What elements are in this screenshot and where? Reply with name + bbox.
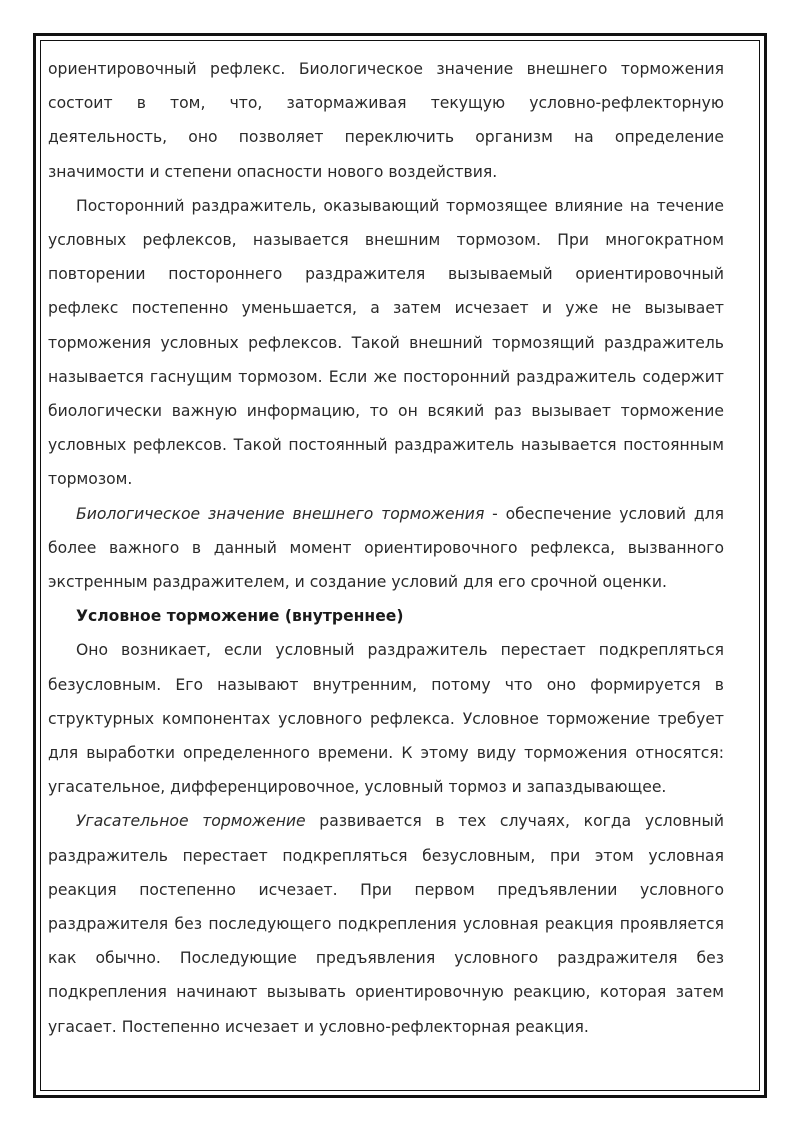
section-heading: Условное торможение (внутреннее) (76, 607, 404, 626)
paragraph-5-emphasis: Угасательное торможение (76, 812, 306, 831)
paragraph-5 (48, 804, 724, 1043)
paragraph-5-text: развивается в тех случаях, когда условный раздражитель перестает подкрепляться безусловным, при этом условная реакция постепенно исчезает. При первом предъявлении условного раздражителя без последующего подкрепления условная реакция проявляется как обычно. Последующие предъявления условного раздражителя без подкрепления начинают вызывать ориентировочную реакцию, которая затем угасает. Постепенно исчезает и условно-рефлекторная реакция. (48, 812, 724, 1036)
paragraph-3-text: - обеспечение условий для более важного в данный момент ориентировочного рефлекса, вызванного экстренным раздражителем, и создание условий для его срочной оценки. (48, 504, 724, 592)
paragraph-4: Оно возникает, если условный раздражитель перестает подкрепляться безусловным. Его называют внутренним, потому что оно формируется в структурных компонентах условного рефлекса. Условное торможение требует для выработки определенного времени. К этому виду торможения относятся: угасательное, дифференцировочное, условный тормоз и запаздывающее. (48, 641, 724, 797)
document-body (48, 52, 724, 1044)
paragraph-3-emphasis: Биологическое значение внешнего торможения (76, 504, 485, 523)
paragraph-3 (48, 497, 724, 600)
paragraph-1: ориентировочный рефлекс. Биологическое значение внешнего торможения состоит в том, что, затормаживая текущую условно-рефлекторную деятельность, оно позволяет переключить организм на определение значимости и степени опасности нового воздействия. (48, 60, 724, 181)
paragraph-2: Посторонний раздражитель, оказывающий тормозящее влияние на течение условных рефлексов, называется внешним тормозом. При многократном повторении постороннего раздражителя вызываемый ориентировочный рефлекс постепенно уменьшается, а затем исчезает и уже не вызывает торможения условных рефлексов. Такой внешний тормозящий раздражитель называется гаснущим тормозом. Если же посторонний раздражитель содержит биологически важную информацию, то он всякий раз вызывает торможение условных рефлексов. Такой постоянный раздражитель называется постоянным тормозом. (48, 196, 724, 489)
